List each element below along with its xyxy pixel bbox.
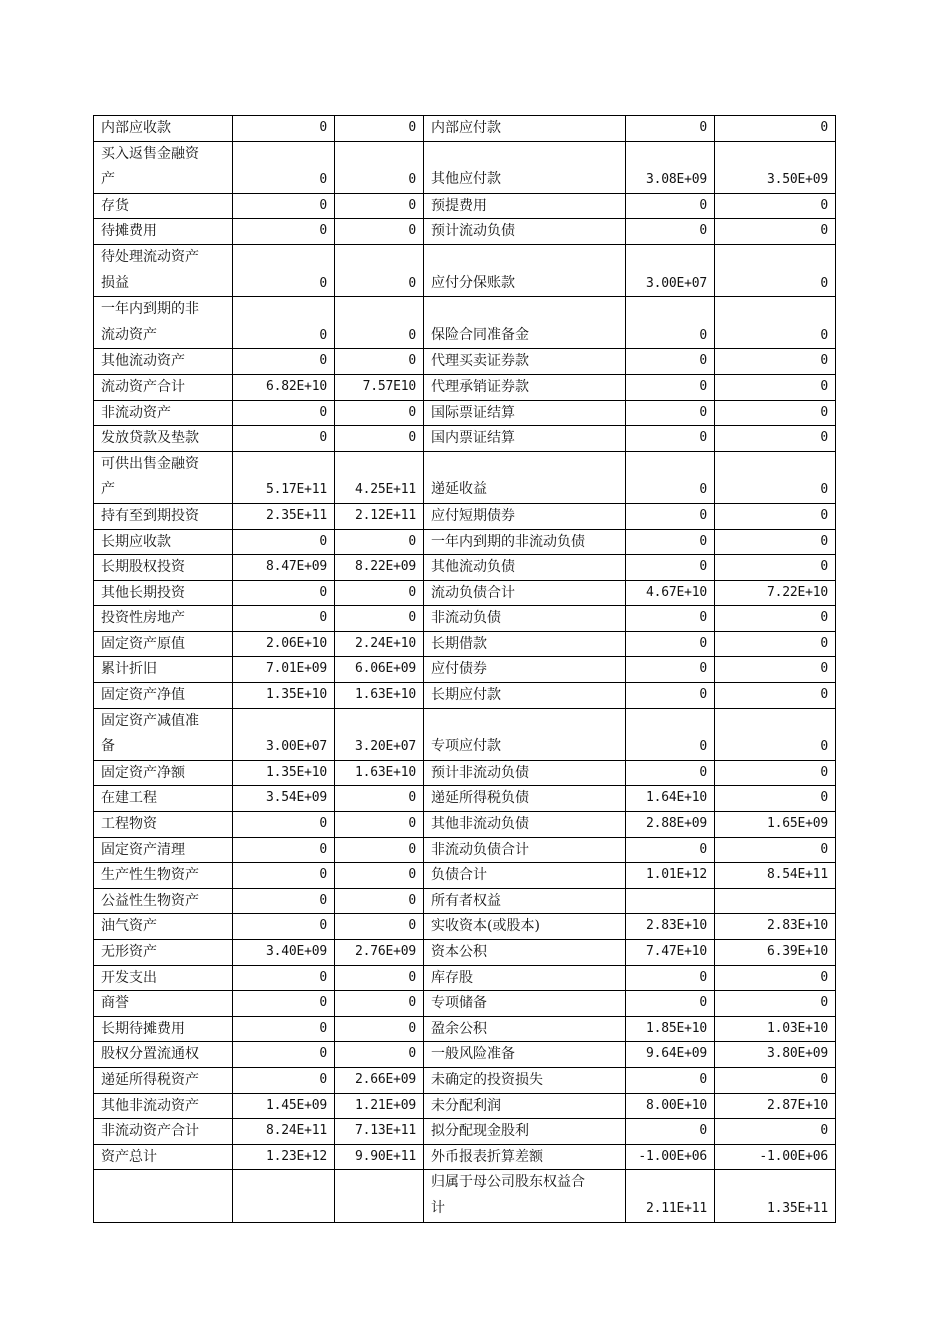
liability-equity-item-label: 非流动负债 (424, 606, 626, 632)
asset-prior-value: 0 (335, 991, 424, 1017)
liability-equity-current-value: 1.01E+12 (626, 863, 715, 889)
balance-sheet-page (93, 115, 835, 1223)
liability-equity-current-value: 0 (626, 297, 715, 349)
liability-equity-current-value: 0 (626, 708, 715, 760)
asset-prior-value: 0 (335, 529, 424, 555)
liability-equity-prior-value: 2.87E+10 (715, 1093, 836, 1119)
asset-current-value: 0 (233, 141, 335, 193)
liability-equity-item-label: 代理买卖证券款 (424, 349, 626, 375)
balance-sheet-body (94, 116, 836, 1223)
asset-prior-value: 0 (335, 349, 424, 375)
liability-equity-prior-value: 1.65E+09 (715, 812, 836, 838)
asset-prior-value: 0 (335, 193, 424, 219)
asset-prior-value: 2.12E+11 (335, 503, 424, 529)
liability-equity-prior-value: 0 (715, 1119, 836, 1145)
liability-equity-prior-value: 0 (715, 374, 836, 400)
liability-equity-prior-value: 0 (715, 631, 836, 657)
table-row (94, 657, 836, 683)
table-row (94, 297, 836, 349)
balance-sheet-table (93, 115, 836, 1223)
liability-equity-item-label: 非流动负债合计 (424, 837, 626, 863)
liability-equity-item-label: 应付债券 (424, 657, 626, 683)
asset-prior-value: 7.57E10 (335, 374, 424, 400)
asset-item-label: 固定资产净额 (94, 760, 233, 786)
liability-equity-current-value: 7.47E+10 (626, 940, 715, 966)
liability-equity-prior-value: 0 (715, 683, 836, 709)
liability-equity-item-label: 预计流动负债 (424, 219, 626, 245)
asset-prior-value: 0 (335, 244, 424, 296)
asset-prior-value: 0 (335, 914, 424, 940)
asset-prior-value: 0 (335, 786, 424, 812)
asset-current-value: 0 (233, 606, 335, 632)
liability-equity-item-label: 资本公积 (424, 940, 626, 966)
liability-equity-prior-value: 0 (715, 837, 836, 863)
table-row (94, 1119, 836, 1145)
liability-equity-current-value: 0 (626, 219, 715, 245)
asset-current-value: 0 (233, 219, 335, 245)
liability-equity-prior-value: 0 (715, 400, 836, 426)
liability-equity-prior-value: 0 (715, 503, 836, 529)
liability-equity-prior-value: 7.22E+10 (715, 580, 836, 606)
liability-equity-prior-value: 0 (715, 451, 836, 503)
table-row (94, 606, 836, 632)
asset-prior-value: 0 (335, 606, 424, 632)
table-row (94, 786, 836, 812)
asset-item-label: 股权分置流通权 (94, 1042, 233, 1068)
asset-prior-value: 2.24E+10 (335, 631, 424, 657)
liability-equity-current-value: 0 (626, 451, 715, 503)
asset-item-label: 可供出售金融资 产 (94, 451, 233, 503)
asset-prior-value: 6.06E+09 (335, 657, 424, 683)
liability-equity-item-label: 代理承销证券款 (424, 374, 626, 400)
liability-equity-current-value: 0 (626, 374, 715, 400)
asset-prior-value: 0 (335, 426, 424, 452)
table-row (94, 837, 836, 863)
asset-current-value: 3.00E+07 (233, 708, 335, 760)
liability-equity-item-label: 其他流动负债 (424, 555, 626, 581)
asset-prior-value: 9.90E+11 (335, 1144, 424, 1170)
liability-equity-prior-value: 8.54E+11 (715, 863, 836, 889)
table-row (94, 914, 836, 940)
liability-equity-current-value: 2.11E+11 (626, 1170, 715, 1222)
liability-equity-item-label: 所有者权益 (424, 888, 626, 914)
asset-item-label: 流动资产合计 (94, 374, 233, 400)
table-row (94, 1067, 836, 1093)
table-row (94, 1016, 836, 1042)
liability-equity-current-value: 3.00E+07 (626, 244, 715, 296)
liability-equity-current-value: 0 (626, 400, 715, 426)
liability-equity-current-value: 0 (626, 631, 715, 657)
asset-item-label: 持有至到期投资 (94, 503, 233, 529)
asset-item-label: 其他非流动资产 (94, 1093, 233, 1119)
asset-item-label: 在建工程 (94, 786, 233, 812)
asset-prior-value: 0 (335, 863, 424, 889)
asset-item-label (94, 1170, 233, 1222)
asset-item-label: 一年内到期的非 流动资产 (94, 297, 233, 349)
table-row (94, 683, 836, 709)
asset-current-value: 0 (233, 914, 335, 940)
asset-item-label: 内部应收款 (94, 116, 233, 142)
liability-equity-prior-value: 0 (715, 760, 836, 786)
liability-equity-prior-value: 0 (715, 297, 836, 349)
asset-item-label: 长期待摊费用 (94, 1016, 233, 1042)
asset-item-label: 非流动资产 (94, 400, 233, 426)
asset-current-value: 1.35E+10 (233, 683, 335, 709)
liability-equity-prior-value: 3.50E+09 (715, 141, 836, 193)
liability-equity-item-label: 未确定的投资损失 (424, 1067, 626, 1093)
asset-prior-value: 1.21E+09 (335, 1093, 424, 1119)
liability-equity-item-label: 专项储备 (424, 991, 626, 1017)
liability-equity-item-label: 实收资本(或股本) (424, 914, 626, 940)
asset-item-label: 无形资产 (94, 940, 233, 966)
table-row (94, 888, 836, 914)
table-row (94, 965, 836, 991)
table-row (94, 193, 836, 219)
asset-item-label: 买入返售金融资 产 (94, 141, 233, 193)
liability-equity-current-value: 0 (626, 606, 715, 632)
asset-prior-value (335, 1170, 424, 1222)
asset-current-value: 1.45E+09 (233, 1093, 335, 1119)
asset-current-value: 0 (233, 400, 335, 426)
asset-prior-value: 0 (335, 219, 424, 245)
asset-prior-value: 0 (335, 400, 424, 426)
asset-current-value: 0 (233, 991, 335, 1017)
liability-equity-item-label: 长期借款 (424, 631, 626, 657)
liability-equity-item-label: 未分配利润 (424, 1093, 626, 1119)
liability-equity-current-value: 9.64E+09 (626, 1042, 715, 1068)
liability-equity-prior-value: 0 (715, 965, 836, 991)
asset-prior-value: 1.63E+10 (335, 683, 424, 709)
table-row (94, 1042, 836, 1068)
liability-equity-item-label: 库存股 (424, 965, 626, 991)
asset-item-label: 开发支出 (94, 965, 233, 991)
table-row (94, 374, 836, 400)
asset-prior-value: 2.66E+09 (335, 1067, 424, 1093)
liability-equity-item-label: 国内票证结算 (424, 426, 626, 452)
asset-item-label: 发放贷款及垫款 (94, 426, 233, 452)
liability-equity-item-label: 拟分配现金股利 (424, 1119, 626, 1145)
liability-equity-item-label: 长期应付款 (424, 683, 626, 709)
asset-current-value: 3.54E+09 (233, 786, 335, 812)
liability-equity-item-label: 应付分保账款 (424, 244, 626, 296)
asset-item-label: 固定资产净值 (94, 683, 233, 709)
asset-current-value: 0 (233, 837, 335, 863)
liability-equity-item-label: 国际票证结算 (424, 400, 626, 426)
liability-equity-current-value: 0 (626, 760, 715, 786)
liability-equity-prior-value: 0 (715, 555, 836, 581)
table-row (94, 244, 836, 296)
table-row (94, 555, 836, 581)
liability-equity-current-value: 0 (626, 555, 715, 581)
liability-equity-prior-value: 0 (715, 426, 836, 452)
liability-equity-prior-value: 1.03E+10 (715, 1016, 836, 1042)
liability-equity-item-label: 应付短期债券 (424, 503, 626, 529)
liability-equity-item-label: 一般风险准备 (424, 1042, 626, 1068)
asset-prior-value: 0 (335, 141, 424, 193)
liability-equity-item-label: 预提费用 (424, 193, 626, 219)
liability-equity-prior-value: 0 (715, 1067, 836, 1093)
table-row (94, 580, 836, 606)
liability-equity-prior-value: 0 (715, 244, 836, 296)
liability-equity-prior-value: 0 (715, 786, 836, 812)
asset-current-value: 0 (233, 193, 335, 219)
asset-prior-value: 0 (335, 965, 424, 991)
asset-current-value: 8.47E+09 (233, 555, 335, 581)
asset-item-label: 固定资产清理 (94, 837, 233, 863)
liability-equity-current-value: 0 (626, 349, 715, 375)
liability-equity-current-value: 0 (626, 837, 715, 863)
table-row (94, 708, 836, 760)
liability-equity-current-value (626, 888, 715, 914)
liability-equity-current-value: 0 (626, 503, 715, 529)
liability-equity-item-label: 专项应付款 (424, 708, 626, 760)
asset-current-value: 0 (233, 349, 335, 375)
liability-equity-prior-value: 0 (715, 116, 836, 142)
liability-equity-item-label: 外币报表折算差额 (424, 1144, 626, 1170)
asset-current-value: 2.35E+11 (233, 503, 335, 529)
liability-equity-current-value: 0 (626, 683, 715, 709)
liability-equity-item-label: 保险合同准备金 (424, 297, 626, 349)
asset-current-value (233, 1170, 335, 1222)
asset-current-value: 0 (233, 812, 335, 838)
asset-prior-value: 7.13E+11 (335, 1119, 424, 1145)
table-row (94, 812, 836, 838)
asset-prior-value: 0 (335, 888, 424, 914)
asset-item-label: 存货 (94, 193, 233, 219)
table-row (94, 116, 836, 142)
liability-equity-prior-value: 0 (715, 708, 836, 760)
asset-prior-value: 4.25E+11 (335, 451, 424, 503)
liability-equity-item-label: 预计非流动负债 (424, 760, 626, 786)
asset-item-label: 其他流动资产 (94, 349, 233, 375)
asset-prior-value: 8.22E+09 (335, 555, 424, 581)
asset-current-value: 0 (233, 965, 335, 991)
liability-equity-prior-value: 2.83E+10 (715, 914, 836, 940)
table-row (94, 451, 836, 503)
asset-item-label: 累计折旧 (94, 657, 233, 683)
table-row (94, 529, 836, 555)
liability-equity-prior-value: 0 (715, 529, 836, 555)
asset-item-label: 待处理流动资产 损益 (94, 244, 233, 296)
table-row (94, 760, 836, 786)
liability-equity-current-value: 0 (626, 1119, 715, 1145)
liability-equity-item-label: 递延收益 (424, 451, 626, 503)
liability-equity-current-value: 1.85E+10 (626, 1016, 715, 1042)
table-row (94, 219, 836, 245)
asset-current-value: 0 (233, 244, 335, 296)
asset-item-label: 商誉 (94, 991, 233, 1017)
asset-current-value: 0 (233, 116, 335, 142)
asset-prior-value: 2.76E+09 (335, 940, 424, 966)
liability-equity-current-value: 0 (626, 657, 715, 683)
asset-current-value: 3.40E+09 (233, 940, 335, 966)
table-row (94, 1144, 836, 1170)
liability-equity-prior-value: 0 (715, 193, 836, 219)
liability-equity-current-value: 0 (626, 991, 715, 1017)
liability-equity-current-value: 0 (626, 529, 715, 555)
liability-equity-current-value: 0 (626, 193, 715, 219)
asset-item-label: 生产性生物资产 (94, 863, 233, 889)
asset-item-label: 固定资产原值 (94, 631, 233, 657)
asset-item-label: 公益性生物资产 (94, 888, 233, 914)
asset-item-label: 非流动资产合计 (94, 1119, 233, 1145)
liability-equity-prior-value: 0 (715, 219, 836, 245)
asset-current-value: 1.35E+10 (233, 760, 335, 786)
liability-equity-item-label: 其他应付款 (424, 141, 626, 193)
liability-equity-current-value: 0 (626, 116, 715, 142)
asset-item-label: 待摊费用 (94, 219, 233, 245)
asset-item-label: 资产总计 (94, 1144, 233, 1170)
asset-current-value: 0 (233, 1016, 335, 1042)
asset-prior-value: 3.20E+07 (335, 708, 424, 760)
liability-equity-prior-value: -1.00E+06 (715, 1144, 836, 1170)
asset-current-value: 7.01E+09 (233, 657, 335, 683)
liability-equity-item-label: 其他非流动负债 (424, 812, 626, 838)
asset-item-label: 递延所得税资产 (94, 1067, 233, 1093)
liability-equity-prior-value: 1.35E+11 (715, 1170, 836, 1222)
asset-current-value: 0 (233, 1067, 335, 1093)
asset-item-label: 投资性房地产 (94, 606, 233, 632)
asset-current-value: 0 (233, 863, 335, 889)
asset-prior-value: 0 (335, 1016, 424, 1042)
liability-equity-current-value: 0 (626, 965, 715, 991)
asset-current-value: 8.24E+11 (233, 1119, 335, 1145)
liability-equity-item-label: 盈余公积 (424, 1016, 626, 1042)
asset-prior-value: 1.63E+10 (335, 760, 424, 786)
asset-item-label: 油气资产 (94, 914, 233, 940)
liability-equity-prior-value: 0 (715, 349, 836, 375)
liability-equity-prior-value (715, 888, 836, 914)
table-row (94, 426, 836, 452)
table-row (94, 940, 836, 966)
asset-prior-value: 0 (335, 116, 424, 142)
liability-equity-item-label: 流动负债合计 (424, 580, 626, 606)
asset-current-value: 0 (233, 1042, 335, 1068)
liability-equity-current-value: 0 (626, 426, 715, 452)
asset-item-label: 长期股权投资 (94, 555, 233, 581)
liability-equity-current-value: 8.00E+10 (626, 1093, 715, 1119)
asset-item-label: 工程物资 (94, 812, 233, 838)
liability-equity-current-value: 2.88E+09 (626, 812, 715, 838)
liability-equity-current-value: 0 (626, 1067, 715, 1093)
table-row (94, 631, 836, 657)
table-row (94, 1170, 836, 1222)
liability-equity-current-value: 1.64E+10 (626, 786, 715, 812)
table-row (94, 349, 836, 375)
liability-equity-current-value: 3.08E+09 (626, 141, 715, 193)
asset-item-label: 其他长期投资 (94, 580, 233, 606)
asset-current-value: 5.17E+11 (233, 451, 335, 503)
asset-item-label: 固定资产减值准 备 (94, 708, 233, 760)
liability-equity-current-value: -1.00E+06 (626, 1144, 715, 1170)
asset-prior-value: 0 (335, 812, 424, 838)
liability-equity-item-label: 一年内到期的非流动负债 (424, 529, 626, 555)
liability-equity-prior-value: 6.39E+10 (715, 940, 836, 966)
liability-equity-prior-value: 0 (715, 606, 836, 632)
asset-prior-value: 0 (335, 580, 424, 606)
table-row (94, 991, 836, 1017)
asset-current-value: 0 (233, 529, 335, 555)
asset-current-value: 0 (233, 580, 335, 606)
asset-current-value: 1.23E+12 (233, 1144, 335, 1170)
liability-equity-item-label: 递延所得税负债 (424, 786, 626, 812)
table-row (94, 1093, 836, 1119)
asset-current-value: 0 (233, 297, 335, 349)
liability-equity-item-label: 负债合计 (424, 863, 626, 889)
asset-prior-value: 0 (335, 837, 424, 863)
liability-equity-item-label: 内部应付款 (424, 116, 626, 142)
table-row (94, 503, 836, 529)
asset-current-value: 6.82E+10 (233, 374, 335, 400)
asset-item-label: 长期应收款 (94, 529, 233, 555)
table-row (94, 141, 836, 193)
liability-equity-prior-value: 0 (715, 657, 836, 683)
table-row (94, 863, 836, 889)
liability-equity-item-label: 归属于母公司股东权益合 计 (424, 1170, 626, 1222)
liability-equity-current-value: 4.67E+10 (626, 580, 715, 606)
asset-current-value: 0 (233, 888, 335, 914)
liability-equity-prior-value: 0 (715, 991, 836, 1017)
table-row (94, 400, 836, 426)
asset-prior-value: 0 (335, 1042, 424, 1068)
asset-current-value: 2.06E+10 (233, 631, 335, 657)
asset-prior-value: 0 (335, 297, 424, 349)
liability-equity-prior-value: 3.80E+09 (715, 1042, 836, 1068)
liability-equity-current-value: 2.83E+10 (626, 914, 715, 940)
asset-current-value: 0 (233, 426, 335, 452)
